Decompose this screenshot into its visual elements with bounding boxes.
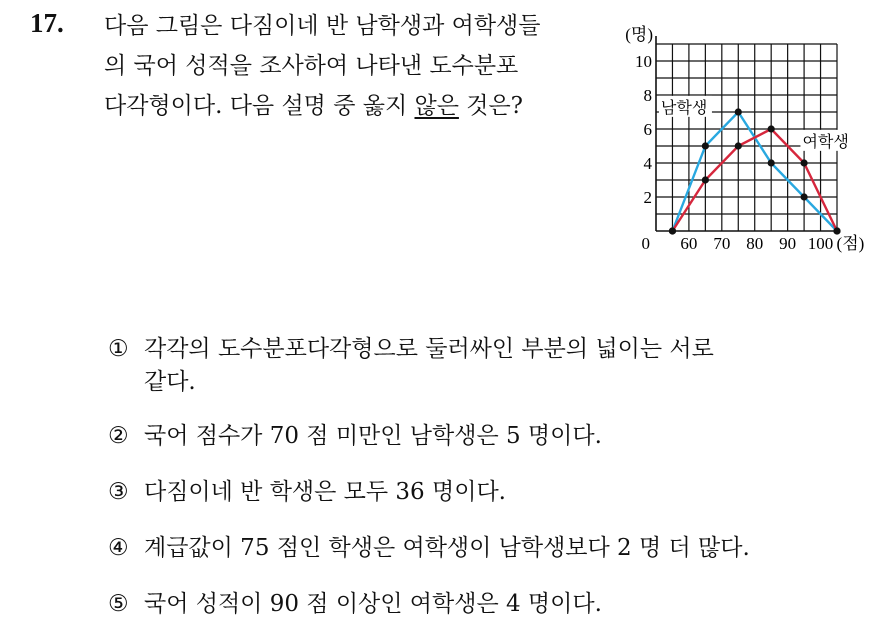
series-2-point xyxy=(702,176,709,183)
stem-line-3-text: 다각형이다. 다음 설명 중 옳지 xyxy=(104,93,415,119)
choice-3-text: 다짐이네 반 학생은 모두 36 명이다. xyxy=(144,479,506,505)
x-tick-label: 60 xyxy=(680,234,698,253)
choice-5[interactable] xyxy=(108,585,602,618)
choice-1-mark: ① xyxy=(108,336,129,362)
stem-line-1: 다음 그림은 다짐이네 반 남학생과 여학생들 xyxy=(104,13,541,39)
x-axis-unit-label: (점) xyxy=(836,234,865,253)
series-2-point xyxy=(800,159,807,166)
stem-underlined-word: 않은 xyxy=(414,93,459,119)
choice-4[interactable] xyxy=(108,529,750,562)
y-tick-label: 4 xyxy=(643,154,652,173)
series-2-point xyxy=(669,227,676,234)
choice-3-mark: ③ xyxy=(108,479,129,505)
choice-5-text: 국어 성적이 90 점 이상인 여학생은 4 명이다. xyxy=(144,591,602,617)
question-stem xyxy=(104,6,604,126)
series-1-point xyxy=(800,193,807,200)
choice-1[interactable] xyxy=(108,330,714,396)
series-1-point xyxy=(702,142,709,149)
x-tick-label: 70 xyxy=(713,234,731,253)
choice-2-mark: ② xyxy=(108,423,129,449)
stem-line-3-end: 것은? xyxy=(458,93,523,119)
frequency-polygon-chart xyxy=(608,14,880,254)
x-tick-label: 100 xyxy=(807,234,834,253)
choice-4-mark: ④ xyxy=(108,535,129,561)
choice-4-text: 계급값이 75 점인 학생은 여학생이 남학생보다 2 명 더 많다. xyxy=(144,535,750,561)
series-label-2: 여학생 xyxy=(802,131,849,151)
choice-1-text-cont: 같다. xyxy=(144,369,196,395)
series-label-1: 남학생 xyxy=(660,97,708,117)
question-number: 17. xyxy=(30,8,64,38)
choice-2[interactable] xyxy=(108,417,602,450)
y-tick-label: 2 xyxy=(643,188,652,207)
y-tick-label: 8 xyxy=(643,86,652,105)
x-tick-label: 90 xyxy=(779,234,797,253)
y-axis-unit-label: (명) xyxy=(625,25,653,44)
choice-1-text: 각각의 도수분포다각형으로 둘러싸인 부분의 넓이는 서로 xyxy=(144,336,714,362)
stem-line-2: 의 국어 성적을 조사하여 나타낸 도수분포 xyxy=(104,53,519,79)
series-2-point xyxy=(833,227,840,234)
series-1-point xyxy=(768,159,775,166)
series-2-point xyxy=(735,142,742,149)
series-1-point xyxy=(735,108,742,115)
stem-line-3 xyxy=(104,86,604,126)
choice-5-mark: ⑤ xyxy=(108,591,129,617)
choice-3[interactable] xyxy=(108,473,506,506)
y-tick-label: 6 xyxy=(643,120,652,139)
choice-2-text: 국어 점수가 70 점 미만인 남학생은 5 명이다. xyxy=(144,423,602,449)
origin-label: 0 xyxy=(641,234,650,253)
x-tick-label: 80 xyxy=(746,234,764,253)
y-tick-label: 10 xyxy=(635,52,652,71)
series-2-point xyxy=(768,125,775,132)
